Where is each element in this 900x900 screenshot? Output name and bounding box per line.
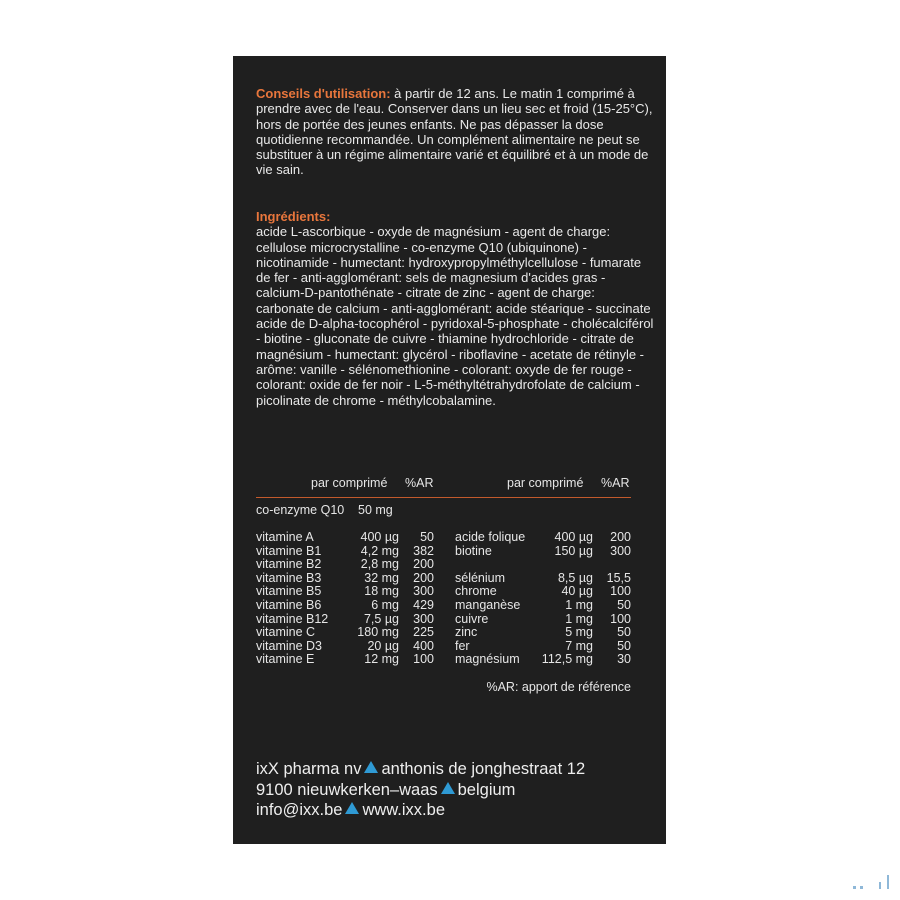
ingredients-text: acide L-ascorbique - oxyde de magnésium - agent de charge: cellulose microcrystalline - co-enzyme Q10 (ubiquinone) - nicotinamide - humectant: hydroxypropylméthylcellulose - fumarate de fer - anti-agglomérant: sels de magnesium d'acides gras - calcium-D-pantothénate - citrate de zinc - agent de charge: carbonate de calcium - anti-agglomérant: acide stéarique - succinate acide de D-alpha-tocophérol - pyridoxal-5-phosphate - cholécalciférol - biotine - gluconate de cuivre - thiamine hydrochloride - citrate de magnésium - humectant: glycérol - riboflavine - acetate de rétinyle - arôme: vanille - sélénomethionine - colorant: oxyde de fer rouge - colorant: oxide de fer noir - L-5-méthyltétrahydrofolate de calcium - picolinate de chrome - méthylcobalamine. <box>256 224 654 408</box>
nutrient-row <box>256 599 434 613</box>
nutrient-amount: 1 mg <box>565 597 593 612</box>
nutrient-ar: 100 <box>610 584 631 599</box>
nutrient-row <box>455 585 631 599</box>
nutrient-amount: 150 µg <box>554 543 593 558</box>
nutrient-amount: 12 mg <box>364 652 399 667</box>
nutrient-ar: 429 <box>413 597 434 612</box>
nutrient-row <box>256 626 434 640</box>
nutrient-name: vitamine B3 <box>256 570 322 585</box>
nutrient-name: acide folique <box>455 530 526 544</box>
nutrient-ar: 225 <box>413 625 434 640</box>
nutrient-row <box>256 585 434 599</box>
nutrient-name: vitamine B5 <box>256 584 322 599</box>
nutrient-amount: 20 µg <box>367 638 399 653</box>
nutrient-name: vitamine D3 <box>256 638 322 653</box>
blue-triangle-icon <box>441 782 455 794</box>
nutrient-ar: 400 <box>413 638 434 653</box>
table-divider <box>256 497 631 498</box>
nutrient-row <box>455 572 631 586</box>
nutrient-ar: 300 <box>610 543 631 558</box>
header-ar-left: %AR <box>405 476 434 490</box>
nutrient-name: vitamine A <box>256 530 314 544</box>
nutrient-table-right <box>455 531 631 667</box>
nutrient-row <box>455 626 631 640</box>
blue-triangle-icon <box>364 761 378 773</box>
product-label-panel <box>233 56 666 844</box>
q10-name: co-enzyme Q10 <box>256 503 345 517</box>
usage-text: à partir de 12 ans. Le matin 1 comprimé à prendre avec de l'eau. Conserver dans un lieu sec et froid (15-25°C), hors de portée des jeunes enfants. Ne pas dépasser la dose quotidienne recommandée. Un complément alimentaire ne peut se substituer à un régime alimentaire varié et équilibré et à un mode de vie sain. <box>256 86 653 178</box>
nutrient-row <box>256 531 434 545</box>
nutrient-row <box>455 558 631 572</box>
nutrient-amount: 18 mg <box>364 584 399 599</box>
header-per-tablet-left: par comprimé <box>311 476 388 490</box>
nutrient-row <box>256 572 434 586</box>
nutrient-name: vitamine B12 <box>256 611 329 626</box>
nutrient-ar: 200 <box>413 557 434 572</box>
nutrient-name: chrome <box>455 584 497 599</box>
ingredients-heading: Ingrédients: <box>256 209 331 224</box>
nutrient-amount: 6 mg <box>371 597 399 612</box>
nutrient-row <box>256 545 434 559</box>
nutrient-row <box>455 599 631 613</box>
address-line-2 <box>256 780 585 801</box>
nutrient-name: magnésium <box>455 652 520 667</box>
nutrient-amount: 400 µg <box>554 530 593 544</box>
street: anthonis de jonghestraat 12 <box>381 760 586 778</box>
nutrient-amount: 4,2 mg <box>360 543 399 558</box>
usage-heading: Conseils d'utilisation: <box>256 86 391 101</box>
address-line-3 <box>256 800 585 821</box>
nutrient-row <box>256 653 434 667</box>
q10-amount: 50 mg <box>358 503 393 517</box>
nutrient-row <box>455 613 631 627</box>
nutrient-row <box>455 545 631 559</box>
nutrient-name: sélénium <box>455 570 506 585</box>
nutrient-ar: 100 <box>413 652 434 667</box>
table-header <box>233 476 666 491</box>
nutrient-name: biotine <box>455 543 492 558</box>
nutrient-ar: 30 <box>617 652 631 667</box>
nutrient-ar: 50 <box>617 638 631 653</box>
ar-footnote: %AR: apport de référence <box>486 680 631 694</box>
nutrient-row <box>455 640 631 654</box>
nutrient-ar: 300 <box>413 584 434 599</box>
ingredients-section <box>256 209 656 408</box>
nutrient-ar: 382 <box>413 543 434 558</box>
nutrient-name: manganèse <box>455 597 521 612</box>
nutrient-name: vitamine B6 <box>256 597 322 612</box>
signal-bars-icon <box>853 874 893 890</box>
nutrient-amount: 5 mg <box>565 625 593 640</box>
header-per-tablet-right: par comprimé <box>507 476 584 490</box>
website: www.ixx.be <box>362 801 445 819</box>
nutrient-amount: 2,8 mg <box>360 557 399 572</box>
nutrient-row <box>256 558 434 572</box>
nutrient-ar: 200 <box>610 530 631 544</box>
blue-triangle-icon <box>345 802 359 814</box>
nutrient-row <box>256 613 434 627</box>
nutrient-amount: 400 µg <box>360 530 399 544</box>
country: belgium <box>457 780 516 799</box>
usage-instructions <box>256 86 656 178</box>
nutrient-amount: 32 mg <box>364 570 399 585</box>
nutrient-ar: 50 <box>420 530 434 544</box>
nutrient-amount: 8,5 µg <box>557 570 593 585</box>
nutrient-row <box>455 653 631 667</box>
nutrient-name: vitamine C <box>256 625 316 640</box>
nutrient-amount: 180 mg <box>357 625 399 640</box>
address-line-1 <box>256 759 585 780</box>
nutrient-row <box>455 531 631 545</box>
company-name: ixX pharma nv <box>256 760 362 778</box>
nutrient-table-left <box>256 531 434 667</box>
nutrient-ar: 300 <box>413 611 434 626</box>
nutrient-ar: 50 <box>617 625 631 640</box>
nutrient-amount: 7 mg <box>565 638 593 653</box>
nutrient-name: fer <box>455 638 470 653</box>
city: 9100 nieuwkerken–waas <box>256 780 438 799</box>
email: info@ixx.be <box>256 801 343 819</box>
nutrient-amount: 112,5 mg <box>541 652 593 667</box>
nutrient-name: vitamine B2 <box>256 557 322 572</box>
nutrient-ar: 15,5 <box>606 570 631 585</box>
nutrient-amount: 40 µg <box>561 584 593 599</box>
nutrient-name: vitamine E <box>256 652 315 667</box>
nutrient-name: zinc <box>455 625 478 640</box>
company-address <box>256 759 585 821</box>
nutrient-amount: 7,5 µg <box>363 611 399 626</box>
nutrient-row <box>256 640 434 654</box>
nutrient-ar: 200 <box>413 570 434 585</box>
header-ar-right: %AR <box>601 476 630 490</box>
nutrient-amount: 1 mg <box>565 611 593 626</box>
nutrient-name: vitamine B1 <box>256 543 322 558</box>
nutrient-ar: 100 <box>610 611 631 626</box>
nutrient-name: cuivre <box>455 611 489 626</box>
nutrient-ar: 50 <box>617 597 631 612</box>
